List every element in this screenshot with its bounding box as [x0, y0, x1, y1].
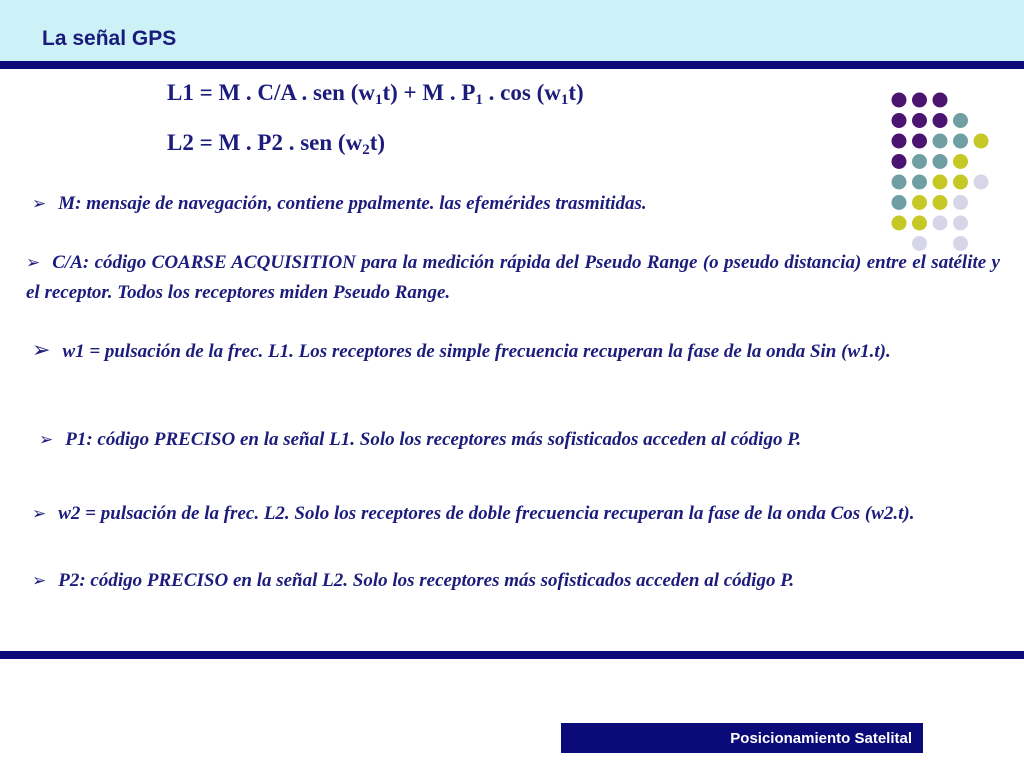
arrow-bullet-icon: ➢ — [32, 504, 47, 524]
slide-title: La señal GPS — [42, 27, 177, 50]
decor-dot — [953, 154, 968, 169]
arrow-bullet-icon: ➢ — [26, 253, 41, 273]
decor-dot — [933, 195, 948, 210]
bullet-message: ➢ M: mensaje de navegación, contiene ppalmente. las efemérides trasmitidas. — [32, 189, 832, 219]
decor-dot — [933, 113, 948, 128]
arrow-bullet-icon: ➢ — [32, 571, 47, 591]
decor-dot — [912, 93, 927, 108]
top-divider — [0, 61, 1024, 69]
bullet-p2: ➢ P2: código PRECISO en la señal L2. Solo los receptores más sofisticados acceden al código P. — [32, 566, 932, 596]
bottom-divider — [0, 651, 1024, 659]
decor-dot — [892, 134, 907, 149]
decor-dot — [892, 113, 907, 128]
decor-dot — [953, 175, 968, 190]
decor-dot — [974, 175, 989, 190]
decor-dot — [892, 216, 907, 231]
decor-dot — [912, 154, 927, 169]
footer-box — [561, 723, 923, 753]
decor-dot — [953, 113, 968, 128]
decor-dot — [892, 175, 907, 190]
decor-dot — [892, 195, 907, 210]
arrow-bullet-icon: ➢ — [32, 194, 47, 214]
bullet-w1: ➢ w1 = pulsación de la frec. L1. Los receptores de simple frecuencia recuperan la fase de la onda Sin (w1.t). — [32, 338, 891, 363]
formula-l1: L1 = M . C/A . sen $(w_1t) + M$ . $P_1$ . $\cos (w_1t)$ — [167, 80, 584, 108]
decor-dot — [933, 134, 948, 149]
decor-dot — [892, 93, 907, 108]
bullet-p1: ➢ P1: código PRECISO en la señal L1. Solo los receptores más sofisticados acceden al código P. — [39, 425, 959, 455]
decor-dot — [933, 154, 948, 169]
decor-dot — [953, 195, 968, 210]
bullet-ca-code: ➢ C/A: código COARSE ACQUISITION para la medición rápida del Pseudo Range (o pseudo distancia) entre el satélite y el receptor. Todos los receptores miden Pseudo Range. — [26, 248, 1000, 307]
formula-l2: L2 = M . P2 . sen $(w_2t)$ — [167, 130, 386, 158]
decor-dot — [912, 195, 927, 210]
decor-dot — [912, 134, 927, 149]
decor-dot — [912, 216, 927, 231]
footer-label: Posicionamiento Satelital — [730, 730, 912, 747]
decor-dot — [933, 93, 948, 108]
decor-dot — [933, 216, 948, 231]
decor-dot — [912, 175, 927, 190]
decor-dot — [953, 216, 968, 231]
decor-dot — [933, 175, 948, 190]
decor-dot — [974, 134, 989, 149]
arrow-bullet-icon: ➢ — [39, 430, 54, 450]
bullet-w2: ➢ w2 = pulsación de la frec. L2. Solo los receptores de doble frecuencia recuperan la fase de la onda Cos (w2.t). — [32, 499, 994, 529]
decor-dot — [912, 113, 927, 128]
decor-dot — [953, 134, 968, 149]
arrow-bullet-icon: ➢ — [32, 338, 51, 363]
decor-dot — [892, 154, 907, 169]
